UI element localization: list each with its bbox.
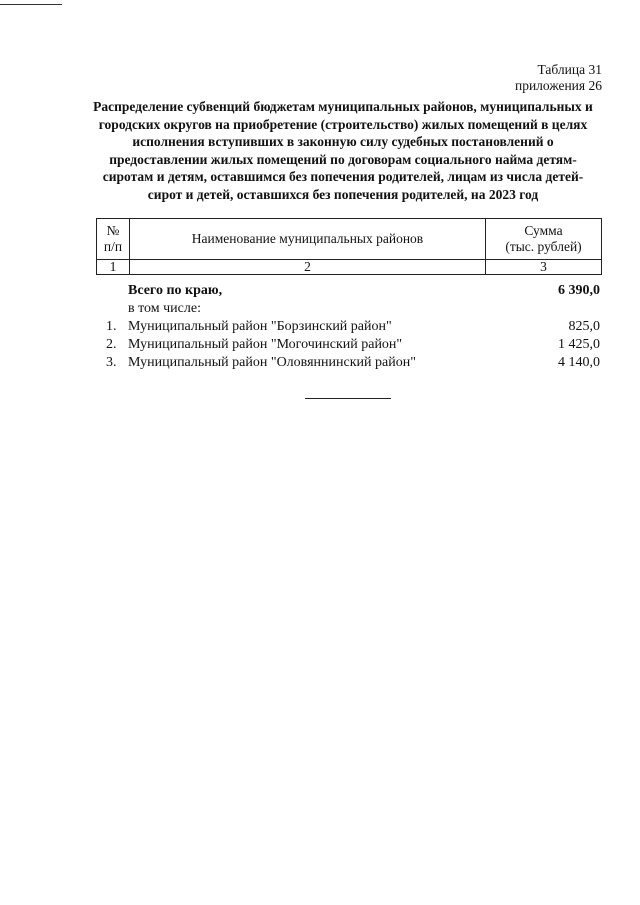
column-number-row [97,260,602,275]
row-name: Муниципальный район "Могочинский район" [128,337,403,352]
appendix-number: приложения 26 [514,78,602,93]
column-number-3: 3 [486,260,602,275]
table-row [100,354,600,372]
row-name: Муниципальный район "Борзинский район" [128,319,392,334]
table-body [100,282,600,372]
including-row [100,300,600,318]
row-sum: 4 140,0 [558,355,600,370]
row-sum: 1 425,0 [558,337,600,352]
table-row [100,318,600,336]
header-name: Наименование муниципальных районов [130,219,486,260]
header-num-line2: п/п [103,239,123,254]
header-sum-line1: Сумма [524,223,563,238]
table-row [100,336,600,354]
row-number: 1. [106,319,117,334]
end-divider [305,398,391,399]
column-number-1: 1 [97,260,130,275]
top-edge-line [0,4,62,5]
column-number-2: 2 [130,260,486,275]
row-number: 3. [106,355,117,370]
total-value: 6 390,0 [558,283,600,298]
including-label: в том числе: [128,301,201,316]
table-number: Таблица 31 [537,62,602,77]
header-sum [486,219,602,260]
header-num [97,219,130,260]
table-reference [515,62,602,94]
distribution-table [96,218,602,275]
document-title: Распределение субвенций бюджетам муниципальных районов, муниципальных и городских округов на приобретение (строительство) жилых помещений в целях исполнения вступивших в законную силу судебных постановлений о предоставлении жилых помещений по договорам социального найма детям-сиротам и детям, оставшимся без попечения родителей, лицам из числа детей-сирот и детей, оставшихся без попечения родителей, на 2023 год [93,99,593,202]
total-label: Всего по краю, [128,283,223,298]
row-sum: 825,0 [568,319,600,334]
row-number: 2. [106,337,117,352]
header-sum-line2: (тыс. рублей) [505,239,582,254]
table-header-row [97,219,602,260]
header-num-line1: № [106,223,120,238]
row-name: Муниципальный район "Оловяннинский район" [128,355,416,370]
total-row [100,282,600,300]
